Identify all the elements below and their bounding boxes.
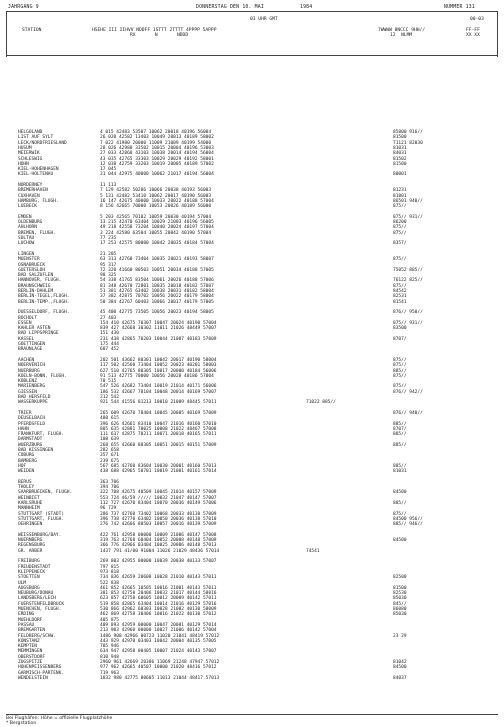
code-groups: 810 948 bbox=[100, 654, 119, 660]
weather-groups: 875// bbox=[393, 511, 407, 517]
station-name: BRAUNSCHWEIG bbox=[18, 283, 51, 289]
station-name: NOERVENICH bbox=[18, 363, 46, 369]
station-name: WASSERKUPPE bbox=[18, 400, 48, 406]
station-name: KARLSRUHE bbox=[18, 501, 43, 506]
station-name: MUENCHEN, FLUGH. bbox=[18, 607, 62, 612]
station-name: HANNOVER, FLUGH. bbox=[18, 278, 62, 284]
weather-groups: 875// 931// bbox=[393, 214, 423, 220]
code-groups: 394 706 bbox=[100, 485, 119, 491]
footnote-airport-height: Bei Flughäfen: Höhe = offizielle Flugplatzhöhe bbox=[6, 716, 113, 721]
code-groups: 705 946 bbox=[100, 644, 119, 650]
station-name: STOETTEN bbox=[18, 575, 40, 581]
weather-groups: 875// bbox=[393, 363, 407, 369]
station-name: AHLHORN bbox=[18, 225, 37, 231]
weather-groups: 81500 bbox=[393, 161, 407, 167]
station-name: DEUSELBACH bbox=[18, 416, 46, 422]
station-name: HOHN bbox=[18, 161, 29, 167]
station-name: NORDERNEY bbox=[18, 183, 43, 188]
code-groups: 45 400 42775 73505 10056 20023 40194 58005 bbox=[100, 310, 214, 316]
top-rule bbox=[6, 11, 498, 12]
code-groups: 322 708 42675 40509 10045 21014 40157 57009 bbox=[100, 490, 217, 496]
station-name: BAMBERG bbox=[18, 458, 37, 464]
station-name: WUERZBURG bbox=[18, 442, 43, 448]
code-groups: 96 729 bbox=[100, 506, 117, 512]
code-groups-heading: HSEHE III IIHVV NDDFF 1STTT 2TTTT 4PPPP 5APPP bbox=[92, 28, 217, 33]
code-groups: 319 763 42768 60404 10052 20008 40148 57009 bbox=[100, 538, 217, 544]
station-name: REGENSBURG bbox=[18, 543, 46, 549]
station-name: DUESSELDORF, FLUGH. bbox=[18, 310, 70, 316]
weather-groups: 875// bbox=[393, 230, 407, 236]
station-name: GOETTINGEN bbox=[18, 342, 46, 347]
code-groups: 43 035 42765 33303 10029 20029 40192 58001 bbox=[100, 156, 214, 162]
station-name: OEHRINGEN bbox=[18, 522, 43, 528]
code-groups: 239 675 bbox=[100, 458, 119, 464]
station-name: ESSEN bbox=[18, 320, 32, 326]
station-name: PASSAU bbox=[18, 622, 35, 628]
station-name: KAHLER ASTEN bbox=[18, 326, 51, 332]
station-column-heading: STATION bbox=[22, 28, 42, 33]
code-groups: 396 738 42770 63402 10050 20036 40138 57010 bbox=[100, 516, 217, 522]
code-groups: 11 113 bbox=[100, 183, 117, 188]
header-rule bbox=[6, 55, 498, 56]
station-name: SOLTAU bbox=[18, 236, 35, 241]
weather-groups-heading: 7WWWW 8NCCC 9HH// bbox=[378, 28, 426, 33]
code-groups: 409 893 42959 00000 10047 20001 40129 57014 bbox=[100, 622, 217, 628]
code-groups: 269 803 42955 00000 10039 20038 40133 57007 bbox=[100, 559, 217, 565]
weather-groups: 84500 956// bbox=[393, 516, 423, 522]
station-name: NEUBURG/DONAU bbox=[18, 591, 54, 597]
extra-groups: 71022 885// bbox=[306, 400, 336, 406]
station-name: BAD KISSINGEN bbox=[18, 448, 54, 453]
code-groups: 21 205 bbox=[100, 251, 117, 257]
weather-groups: 81801 bbox=[393, 193, 407, 199]
bottom-rule bbox=[6, 714, 498, 715]
station-name: WENDELSTEIN bbox=[18, 675, 48, 681]
weather-groups: 82531 bbox=[393, 294, 407, 300]
station-name: LIST AUF SYLT bbox=[18, 135, 54, 141]
code-groups: 231 438 42865 70203 10044 21007 40183 57009 bbox=[100, 336, 217, 342]
weather-groups: 885// bbox=[393, 368, 407, 374]
weather-groups: 885// bbox=[393, 501, 407, 506]
code-groups: 396 626 42661 83410 10047 21016 40160 57010 bbox=[100, 421, 217, 427]
code-groups-subheading: RX N NDDD bbox=[130, 33, 189, 38]
station-name: GIESSEN bbox=[18, 389, 37, 395]
observation-slot: 00-03 bbox=[470, 17, 484, 22]
station-name: GR. ARBER bbox=[18, 548, 43, 554]
weather-groups: 86200 bbox=[393, 220, 407, 226]
station-name: MUEHLDORF bbox=[18, 617, 43, 623]
wind-gust-heading: FF-FF bbox=[466, 28, 480, 33]
code-groups: 202 501 43662 80301 10042 20017 40190 58004 bbox=[100, 357, 217, 363]
code-groups: 7 022 41980 20000 11009 21009 40199 54000 bbox=[100, 140, 212, 146]
code-groups: 51 381 42765 63402 10038 20031 40182 58004 bbox=[100, 289, 214, 294]
station-name: MARIENBERG bbox=[18, 384, 46, 390]
station-name: BERUS bbox=[18, 479, 32, 485]
station-name: ZUGSPITZE bbox=[18, 660, 43, 665]
station-name: KIEL-HOHENHAGEN bbox=[18, 167, 59, 173]
weather-groups: 84542 bbox=[393, 289, 407, 294]
station-name: WEIDEN bbox=[18, 469, 35, 475]
code-groups: 4 015 42483 53507 10062 20018 40196 56004 bbox=[100, 130, 212, 135]
code-groups: 213 903 42960 00000 10027 21006 40142 57004 bbox=[100, 628, 217, 634]
issue-number: NUMMER 131 bbox=[444, 5, 475, 10]
station-name: HOHENPEISSENBERG bbox=[18, 665, 62, 671]
station-name: MANNHEIM bbox=[18, 506, 40, 512]
code-groups: 98 325 bbox=[100, 273, 117, 279]
station-name: KOBLENZ bbox=[18, 379, 37, 385]
station-name: ERDING bbox=[18, 612, 35, 618]
code-groups: 17 045 bbox=[100, 167, 117, 173]
code-groups: 16 147 42675 40000 10033 20022 40188 57004 bbox=[100, 198, 214, 204]
station-name: AUGSBURG bbox=[18, 585, 40, 591]
code-groups: 50 384 42767 60403 10066 20017 40179 57005 bbox=[100, 299, 214, 305]
weather-groups: 85030 bbox=[393, 612, 407, 618]
weather-groups: 86501 940// bbox=[393, 198, 423, 204]
weather-groups: 71121 82030 bbox=[393, 140, 423, 146]
code-groups: 805 635 42881 70025 10008 21022 48467 57008 bbox=[100, 426, 217, 432]
code-groups: 623 857 42758 60605 10012 20009 40142 57011 bbox=[100, 596, 217, 602]
station-name: WEINBIET bbox=[18, 495, 40, 501]
code-groups: 81 348 42670 72801 10035 20018 40182 57007 bbox=[100, 283, 214, 289]
station-name: BREMERHAVEN bbox=[18, 188, 48, 194]
station-name: HAMBURG, FLUGH. bbox=[18, 198, 59, 204]
weather-groups: 875// bbox=[393, 357, 407, 363]
code-groups: 265 609 42670 70404 10045 20005 40169 57009 bbox=[100, 410, 217, 416]
station-name: MUENSTER bbox=[18, 257, 40, 263]
station-name: GUETERSLOH bbox=[18, 267, 46, 273]
weather-groups: 85800 916// bbox=[393, 130, 423, 135]
code-groups: 108 639 bbox=[100, 437, 119, 443]
station-name: GARMISCH-PARTENK. bbox=[18, 670, 65, 676]
weather-groups-subheading: 12 NLMM bbox=[390, 33, 413, 38]
station-name: CUXHAVEN bbox=[18, 193, 40, 199]
code-groups: 276 742 42666 80503 10057 20016 40139 57009 bbox=[100, 522, 217, 528]
code-groups: 519 858 42865 63404 10014 21016 40129 57016 bbox=[100, 601, 217, 607]
weather-groups: 885// 946// bbox=[393, 522, 423, 528]
weather-groups: 8707/ bbox=[393, 336, 407, 342]
code-groups: 1832 980 42775 80605 11013 21044 48417 57013 bbox=[100, 675, 220, 681]
station-name: FUERSTENFELDBRUCK bbox=[18, 601, 65, 607]
code-groups: 363 706 bbox=[100, 479, 119, 485]
weather-groups: 84031 bbox=[393, 151, 407, 157]
code-groups: 175 444 bbox=[100, 342, 119, 347]
station-name: FELDBERG/SCHW. bbox=[18, 633, 56, 639]
code-groups: 7 129 42582 50206 10066 20038 40193 56003 bbox=[100, 188, 212, 194]
station-name: BREMGARTEN bbox=[18, 628, 46, 634]
code-groups: 443 929 42970 03403 10042 20004 40135 57005 bbox=[100, 638, 217, 644]
code-groups: 381 853 42758 20406 10032 21017 40144 58016 bbox=[100, 591, 217, 597]
station-name: NUERBURG bbox=[18, 368, 40, 374]
code-groups: 977 962 42665 40507 10000 21020 48416 57012 bbox=[100, 665, 217, 671]
station-name: SAARBRUECKEN, FLUGH. bbox=[18, 490, 73, 496]
code-groups: 95 317 bbox=[100, 262, 117, 268]
weather-groups: 76122 825// bbox=[393, 278, 423, 284]
station-name: LECK/NORDFRIESLAND bbox=[18, 140, 67, 146]
code-groups: 839 427 42668 30302 11011 21026 48449 57007 bbox=[100, 326, 217, 332]
weather-groups: 845// bbox=[393, 601, 407, 607]
station-name: AACHEN bbox=[18, 357, 35, 363]
weather-groups: 80001 bbox=[393, 172, 407, 178]
station-name: KOELN-BONN, FLUGH. bbox=[18, 373, 67, 379]
station-name: SCHLESWIG bbox=[18, 156, 43, 162]
station-name: BAD HERSFELD bbox=[18, 395, 51, 400]
table-border-right bbox=[497, 11, 498, 57]
station-name: MEMMINGEN bbox=[18, 649, 43, 655]
station-name: BRAUNLAGE bbox=[18, 347, 43, 353]
code-groups: 553 724 46/59 ///// 10032 21047 40147 57007 bbox=[100, 495, 217, 501]
code-groups: 212 542 bbox=[100, 395, 119, 400]
station-name: BAD LIPPSPRINGE bbox=[18, 331, 59, 337]
code-groups: 2960 961 42669 20306 11069 21248 47947 57012 bbox=[100, 660, 220, 665]
code-groups: 54 338 41765 83504 10061 20026 40188 57006 bbox=[100, 278, 214, 284]
weather-groups: 875// 931// bbox=[393, 320, 423, 326]
code-groups: 27 033 42860 43103 10038 20014 40194 56004 bbox=[100, 151, 214, 157]
code-groups: 117 502 42560 73404 10052 20023 40201 58003 bbox=[100, 363, 217, 369]
station-name: HUSUM bbox=[18, 145, 32, 151]
code-groups: 797 815 bbox=[100, 564, 119, 570]
weather-groups: 875// bbox=[393, 225, 407, 231]
code-groups: 462 869 42758 30406 10016 21022 40130 57012 bbox=[100, 612, 217, 618]
weather-groups: 876// 942// bbox=[393, 389, 423, 395]
extra-groups: 74541 bbox=[306, 548, 320, 554]
station-name: HELGOLAND bbox=[18, 130, 43, 135]
weather-groups: 81502 bbox=[393, 156, 407, 162]
wind-gust-subheading: XX XX bbox=[466, 33, 480, 38]
station-name: STUTTGART, FLUGH. bbox=[18, 516, 65, 522]
code-groups: 3 224 42580 63504 10055 20042 40190 57004 bbox=[100, 230, 212, 236]
weather-groups: 83500 bbox=[393, 326, 407, 332]
footnote-mountain-station: * Bergstation bbox=[6, 721, 37, 726]
report-date: DONNERSTAG DEN 10. MAI bbox=[196, 5, 264, 10]
code-groups: 282 658 bbox=[100, 448, 119, 453]
weather-groups: 81500 bbox=[393, 135, 407, 141]
code-groups: 734 836 42659 20608 10028 21010 40143 57011 bbox=[100, 575, 217, 581]
code-groups: 461 852 42665 10505 10016 21001 40143 57011 bbox=[100, 585, 217, 591]
station-name: KONSTANZ bbox=[18, 638, 40, 644]
station-name: EMDEN bbox=[18, 214, 32, 220]
station-name: THOLEY bbox=[18, 485, 35, 491]
code-groups: 5 203 42565 70102 10059 20030 40194 57004 bbox=[100, 214, 212, 220]
code-groups: 111 637 42875 70211 10071 20018 40165 57011 bbox=[100, 432, 217, 438]
code-groups: 627 510 42765 80305 10017 20000 40184 56006 bbox=[100, 368, 217, 374]
station-name: KLIPPENECK bbox=[18, 569, 46, 575]
code-groups: 13 215 42470 63404 10029 21003 40196 56005 bbox=[100, 220, 214, 226]
code-groups: 973 818 bbox=[100, 569, 119, 575]
station-name: PFERDSFELD bbox=[18, 421, 46, 427]
station-name: HOF bbox=[18, 463, 27, 469]
station-name: DARMSTADT bbox=[18, 437, 43, 443]
station-name: COBURG bbox=[18, 453, 35, 459]
station-name: BAD SALZUFLEN bbox=[18, 273, 54, 279]
code-groups: 17 253 42575 80000 10042 20035 40184 57004 bbox=[100, 241, 214, 247]
weather-groups: 81231 bbox=[393, 188, 407, 194]
code-groups: 63 313 42760 73404 10035 20021 40193 58007 bbox=[100, 257, 214, 263]
weather-groups: 875// bbox=[393, 257, 407, 263]
weather-groups: 23 29 bbox=[393, 633, 407, 639]
code-groups: 522 838 bbox=[100, 580, 119, 586]
weather-groups: 84037 bbox=[393, 675, 407, 681]
code-groups: 634 947 42958 00405 10007 21024 40143 57007 bbox=[100, 649, 217, 655]
code-groups: 151 430 bbox=[100, 331, 119, 337]
station-name: OBERSTDORF bbox=[18, 654, 46, 660]
code-groups: 8 156 42665 70000 10053 20026 40189 56000 bbox=[100, 204, 212, 210]
station-name: ULM bbox=[18, 580, 27, 586]
code-groups: 357 671 bbox=[100, 453, 119, 459]
weather-groups: 81541 bbox=[393, 299, 407, 305]
weather-groups: 81042 bbox=[393, 660, 407, 665]
weather-groups: 81031 bbox=[393, 145, 407, 151]
code-groups: 547 526 42682 73404 10019 21014 40171 56006 bbox=[100, 384, 217, 390]
station-name: HAHN bbox=[18, 426, 29, 432]
weather-groups: 85030 bbox=[393, 596, 407, 602]
code-groups: 49 218 42558 73204 10040 20024 40197 57004 bbox=[100, 225, 214, 231]
code-groups: 567 685 42760 83604 10030 20001 40160 57013 bbox=[100, 463, 217, 469]
code-groups: 5 131 42482 53410 10062 20017 40190 56003 bbox=[100, 193, 212, 199]
station-name: LUEBECK bbox=[18, 204, 37, 210]
jahrgang-label: JAHRGANG 9 bbox=[8, 5, 39, 10]
weather-groups: 875// bbox=[393, 373, 407, 379]
station-name: BREMEN, FLUGH. bbox=[18, 230, 56, 236]
station-name: OLDENBURG bbox=[18, 220, 43, 226]
weather-groups: 885// bbox=[393, 442, 407, 448]
code-groups: 112 727 42670 83404 10070 20036 40149 57006 bbox=[100, 501, 217, 506]
code-groups: 530 866 42962 60303 10028 21002 40130 58009 bbox=[100, 607, 217, 612]
code-groups: 921 544 41556 81213 10010 21009 48445 57011 bbox=[100, 400, 217, 406]
station-name: KIEL-HOLTENAU bbox=[18, 172, 54, 178]
weather-groups: 875// bbox=[393, 283, 407, 289]
weather-groups: 8707/ bbox=[393, 426, 407, 432]
weather-groups: 84500 bbox=[393, 665, 407, 671]
station-name: KASSEL bbox=[18, 336, 35, 342]
station-name: OSNABRUECK bbox=[18, 262, 46, 268]
code-groups: 28 026 42980 33502 10015 20004 40196 53003 bbox=[100, 145, 214, 151]
code-groups: 366 776 42966 03404 10025 20006 40148 57013 bbox=[100, 543, 217, 549]
station-name: BERLIN-TEMP.,FLUGH. bbox=[18, 299, 70, 305]
weather-groups: 81500 bbox=[393, 585, 407, 591]
code-groups: 719 963 bbox=[100, 670, 119, 676]
station-name: KEMPTEN bbox=[18, 644, 37, 650]
code-groups: 26 020 42582 13403 10049 20013 40189 58002 bbox=[100, 135, 214, 141]
station-name: FREIBURG bbox=[18, 559, 40, 565]
station-name: FREUDENSTADT bbox=[18, 564, 51, 570]
station-name: WEISSENBURG/BAY. bbox=[18, 532, 62, 538]
weather-groups: 81031 bbox=[393, 469, 407, 475]
code-groups: 27 403 bbox=[100, 315, 117, 321]
table-row bbox=[18, 676, 498, 682]
weather-groups: 82500 bbox=[393, 575, 407, 581]
code-groups: 438 688 42965 50701 10019 21001 40161 57014 bbox=[100, 469, 217, 475]
weather-groups: 876// 940// bbox=[393, 410, 423, 416]
weather-groups: 84500 bbox=[393, 490, 407, 496]
weather-groups: 885// bbox=[393, 463, 407, 469]
station-name: LUCHOW bbox=[18, 241, 35, 247]
code-groups: 37 382 42875 70702 10056 20022 40179 58004 bbox=[100, 294, 214, 300]
weather-groups: 84500 bbox=[393, 538, 407, 544]
station-name: BERLIN-DAHLEM bbox=[18, 289, 54, 294]
code-groups: 70 515 bbox=[100, 379, 117, 385]
weather-groups: 82530 bbox=[393, 591, 407, 597]
weather-groups: 885// bbox=[393, 421, 407, 427]
station-name: BERLIN-TEGEL,FLUGH. bbox=[18, 294, 70, 300]
code-groups: 286 737 42760 73402 10068 20033 40138 57009 bbox=[100, 511, 217, 517]
time-utc-heading: 03 UHR GMT bbox=[250, 17, 278, 22]
weather-groups: 8357/ bbox=[393, 241, 407, 247]
station-name: MEIERWIK bbox=[18, 151, 40, 157]
weather-groups: 885// bbox=[393, 432, 407, 438]
weather-groups: 75052 885// bbox=[393, 267, 423, 273]
station-name: NUERNBERG bbox=[18, 538, 43, 544]
table-border-left bbox=[6, 11, 7, 57]
code-groups: 268 655 42660 80305 10051 20015 40151 57009 bbox=[100, 442, 217, 448]
report-year: 1984 bbox=[300, 5, 313, 10]
code-groups: 1437 791 41/00 91004 11026 21029 48436 57014 bbox=[100, 548, 220, 554]
code-groups: 1486 908 42966 00723 11020 21041 48419 57012 bbox=[100, 633, 220, 639]
station-name: STUTTGART (STADT) bbox=[18, 511, 65, 517]
code-groups: 480 615 bbox=[100, 416, 119, 422]
code-groups: 154 410 42675 70307 10047 20024 40190 57004 bbox=[100, 320, 217, 326]
code-groups: 186 532 42667 70104 10048 20014 40169 57007 bbox=[100, 389, 217, 395]
station-name: BOCHOLT bbox=[18, 315, 37, 321]
station-name: LINGEN bbox=[18, 251, 35, 257]
code-groups: 31 044 42975 40000 10062 21017 40194 56004 bbox=[100, 172, 214, 178]
code-groups: 72 320 41660 80503 10051 20034 40188 57005 bbox=[100, 267, 214, 273]
code-groups: 12 038 42759 33203 10019 20005 40189 57002 bbox=[100, 161, 214, 167]
code-groups: 77 235 bbox=[100, 236, 117, 241]
code-groups: 422 761 42958 00000 10009 21006 40147 57008 bbox=[100, 532, 217, 538]
station-name: LANDSBERG/LECH bbox=[18, 596, 56, 602]
station-name: TRIER bbox=[18, 410, 32, 416]
code-groups: 607 452 bbox=[100, 347, 119, 353]
code-groups: 91 513 42775 70000 10056 20028 40186 57004 bbox=[100, 373, 214, 379]
station-name: FRANKFURT, FLUGH. bbox=[18, 432, 65, 438]
code-groups: 405 875 bbox=[100, 617, 119, 623]
weather-groups: 875// bbox=[393, 384, 407, 390]
weather-groups: 876// 950// bbox=[393, 310, 423, 316]
weather-groups: 875// bbox=[393, 204, 407, 210]
weather-groups: 86080 bbox=[393, 607, 407, 612]
